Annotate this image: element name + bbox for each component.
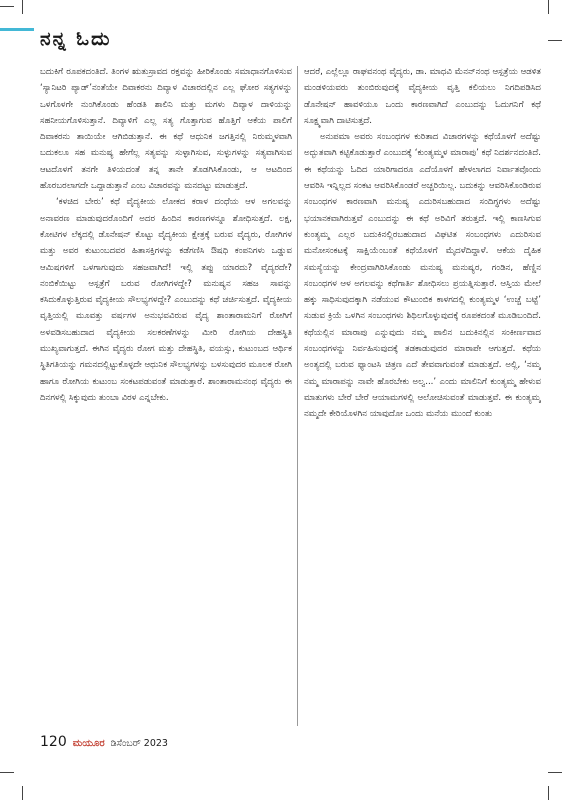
crop-mark [0, 6, 14, 7]
paragraph: ಆದರೆ, ಎಲ್ಲೆಲ್ಲೂ ರಾಘವನಂಥ ವೈದ್ಯರು, ಡಾ. ಮಾಧವಿ ಮೆನನ್‌ನಂಥ ಆಸ್ಪತ್ರೆಯ ಆಡಳಿತ ಮಂಡಳಿಯವರು ತುಂಬಿರುವುದಕ್ಕೆ ವೈದ್ಯಕೀಯ ವೃತ್ತಿ ಕಲಿಯಲು ನಿಗದಿಪಡಿಸಿದ ಡೊನೇಷನ್ ಹಾವಳಿಯೂ ಒಂದು ಕಾರಣವಾಗಿದೆ ಎಂಬುದನ್ನು ಓದುಗನಿಗೆ ಕಥೆ ಸೂಕ್ಷ್ಮವಾಗಿ ದಾಟಿಸುತ್ತದೆ. [304, 67, 541, 126]
paragraph: ‘ಕಳಚಿದ ಬೇರು’ ಕಥೆ ವೈದ್ಯಕೀಯ ಲೋಕದ ಕರಾಳ ದಂಧೆಯ ಆಳ ಅಗಲವನ್ನು ಅನಾವರಣ ಮಾಡುವುದರೊಂದಿಗೆ ಅದರ ಹಿಂದಿನ ಕಾರಣಗಳನ್ನೂ ಶೋಧಿಸುತ್ತದೆ. ಲಕ್ಷ, ಕೋಟಿಗಳ ಲೆಕ್ಕದಲ್ಲಿ ಡೊನೇಷನ್ ಕೊಟ್ಟು ವೈದ್ಯಕೀಯ ಕ್ಷೇತ್ರಕ್ಕೆ ಬರುವ ವೈದ್ಯರು, ರೋಗಿಗಳ ಮತ್ತು ಅವರ ಕುಟುಂಬದವರ ಹಿತಾಸಕ್ತಿಗಳನ್ನು ಕಡೆಗಣಿಸಿ ಔಷಧಿ ಕಂಪನಿಗಳು ಒಡ್ಡುವ ಆಮಿಷಗಳಿಗೆ ಒಳಗಾಗುವುದು ಸಹಜವಾಗಿದೆ! ಇಲ್ಲಿ ತಪ್ಪು ಯಾರದು? ವೈದ್ಯರದೇ? ನಂಬಿಕೆಯಿಟ್ಟು ಆಸ್ಪತ್ರೆಗೆ ಬರುವ ರೋಗಿಗಳದ್ದೇ? ಮನುಷ್ಯನ ಸಹಜ ಸಾವನ್ನು ಕಸಿದುಕೊಳ್ಳುತ್ತಿರುವ ವೈದ್ಯಕೀಯ ಸೌಲಭ್ಯಗಳದ್ದೇ? ಎಂಬುದನ್ನು ಕಥೆ ಚರ್ಚಿಸುತ್ತದೆ. ವೈದ್ಯಕೀಯ ವೃತ್ತಿಯಲ್ಲಿ ಮೂವತ್ತು ವರ್ಷಗಳ ಅನುಭವವಿರುವ ವೈದ್ಯ ಶಾಂತಾರಾಮನಿಗೆ ರೋಗಿಗೆ ಅಳವಡಿಸಬಹುದಾದ ವೈದ್ಯಕೀಯ ಸಲಕರಣೆಗಳನ್ನು ಮೀರಿ ರೋಗಿಯ ದೇಹಸ್ಥಿತಿ ಮುಖ್ಯವಾಗುತ್ತದೆ. ಈಗಿನ ವೈದ್ಯರು ರೋಗ ಮತ್ತು ದೇಹಸ್ಥಿತಿ, ವಯಸ್ಸು, ಕುಟುಂಬದ ಆರ್ಥಿಕ ಸ್ಥಿತಿಗತಿಯನ್ನು ಗಮನದಲ್ಲಿಟ್ಟುಕೊಳ್ಳದೇ ಆಧುನಿಕ ಸೌಲಭ್ಯಗಳನ್ನು ಬಳಸುವುದರ ಮೂಲಕ ರೋಗಿ ಹಾಗೂ ರೋಗಿಯ ಕುಟುಂಬ ಸಂಕಟಪಡುವಂತೆ ಮಾಡುತ್ತಾರೆ. ಶಾಂತಾರಾಮನಂಥ ವೈದ್ಯರು ಈ ದಿನಗಳಲ್ಲಿ ಸಿಕ್ಕುವುದು ತುಂಬಾ ವಿರಳ ಎನ್ನಬೇಕು. [40, 197, 292, 403]
crop-mark [548, 0, 549, 14]
section-accent-bar [0, 28, 34, 31]
page-footer [40, 734, 168, 750]
article-left-column [40, 64, 292, 728]
crop-mark [548, 40, 562, 41]
crop-mark [0, 772, 14, 773]
paragraph: ಬದುಕಿಗೆ ರೂಪಕದಂತಿದೆ. ತಿಂಗಳ ಋತುಸ್ರಾವದ ರಕ್ತವನ್ನು ಹೀರಿಕೊಂಡು ಸಮಾಧಾನಗೊಳಿಸುವ ‘ಸ್ಯಾನಿಟರಿ ಪ್ಯಾಡ್’ನಂತೆಯೇ ದಿವಾಕರನು ದಿವ್ಯಾಳ ವಿಚಾರದಲ್ಲಿನ ಎಲ್ಲ ಘೋರ ಸತ್ಯಗಳನ್ನು ಒಳಗೊಳಗೇ ನುಂಗಿಕೊಂಡು ಹೆಂಡತಿ ಶಾಲಿನಿ ಮತ್ತು ಮಗಳು ದಿವ್ಯಾಳ ದಾಳಿಯನ್ನು ಸಹನೀಯಗೊಳಿಸುತ್ತಾನೆ. ದಿವ್ಯಾಳಿಗೆ ಎಲ್ಲ ಸತ್ಯ ಗೊತ್ತಾಗುವ ಹೊತ್ತಿಗೆ ಆಕೆಯ ಪಾಲಿಗೆ ದಿವಾಕರನು ತಾಯಿಯೇ ಆಗಿಬಿಡುತ್ತಾನೆ. ಈ ಕಥೆ ಆಧುನಿಕ ಜಗತ್ತಿನಲ್ಲಿ ನಿರುಮ್ಮಳವಾಗಿ ಬದುಕಲೂ ಸಹ ಮನುಷ್ಯ ಹೇಗೆಲ್ಲ ಸತ್ಯವನ್ನು ಸುಳ್ಳಾಗಿಸುವ, ಸುಳ್ಳುಗಳನ್ನು ಸತ್ಯವಾಗಿಸುವ ಆಟದೊಳಗೆ ತನಗೇ ತಿಳಿಯದಂತೆ ತನ್ನ ತಾನೇ ತೊಡಗಿಸಿಕೊಂಡು, ಆ ಆಟದಿಂದ ಹೊರಬರಲಾಗದೇ ಒದ್ದಾಡುತ್ತಾನೆ ಎಂಬ ವಿಚಾರವನ್ನು ಮನದಟ್ಟು ಮಾಡುತ್ತದೆ. [40, 67, 292, 192]
paragraph: ಅನುಪಮಾ ಅವರು ಸಂಬಂಧಗಳ ಕುರಿತಾದ ವಿಚಾರಗಳನ್ನು ಕಥೆಯೊಳಗೆ ಅದೆಷ್ಟು ಅದ್ಭುತವಾಗಿ ಕಟ್ಟಿಕೊಡುತ್ತಾರೆ ಎಂಬುದಕ್ಕೆ ‘ಕುಂತ್ಯಮ್ಮಳ ಮಾರಾಪು’ ಕಥೆ ನಿದರ್ಶನದಂತಿದೆ. ಈ ಕಥೆಯನ್ನು ಓದಿದ ಯಾರಿಗಾದರೂ ಎದೆಯೊಳಗೆ ಹೇಳಲಾಗದ ನಿರ್ವಾತವೊಂದು ಆವರಿಸಿ ಇನ್ನಿಲ್ಲದ ಸಂಕಟ ಆವರಿಸಿಕೊಂಡರೆ ಅಚ್ಚರಿಯಿಲ್ಲ. ಬದುಕನ್ನು ಆವರಿಸಿಕೊಂಡಿರುವ ಸಂಬಂಧಗಳ ಕಾರಣವಾಗಿ ಮನುಷ್ಯ ಎದುರಿಸಬಹುದಾದ ಸಂದಿಗ್ಧಗಳು ಅದೆಷ್ಟು ಭಯಾನಕವಾಗಿರುತ್ತವೆ ಎಂಬುದನ್ನು ಈ ಕಥೆ ಅರಿವಿಗೆ ತರುತ್ತದೆ. ಇಲ್ಲಿ ಕಾಣಸಿಗುವ ಕುಂತ್ಯಮ್ಮ ಎಲ್ಲರ ಬದುಕಿನಲ್ಲಿರಬಹುದಾದ ವಿಘಟಿತ ಸಂಬಂಧಗಳು ಎದುರಿಸುವ ಮನೋಸಂಕಟಕ್ಕೆ ಸಾಕ್ಷಿಯೆಂಬಂತೆ ಕಥೆಯೊಳಗೆ ಮೈದಳೆದಿದ್ದಾಳೆ. ಆಕೆಯ ದೈಹಿಕ ಸಮಸ್ಯೆಯನ್ನು ಕೇಂದ್ರವಾಗಿರಿಸಿಕೊಂಡು ಮನುಷ್ಯ ಮನುಷ್ಯರ, ಗಂಡಿನ, ಹೆಣ್ಣಿನ ಸಂಬಂಧಗಳ ಆಳ ಅಗಲವನ್ನು ಕಥೆಗಾರ್ತಿ ಶೋಧಿಸಲು ಪ್ರಯತ್ನಿಸುತ್ತಾರೆ. ಆಸ್ತಿಯ ಮೇಲೆ ಹಕ್ಕು ಸಾಧಿಸುವುದಕ್ಕಾಗಿ ನಡೆಯುವ ಕೌಟುಂಬಿಕ ಕಾಳಗದಲ್ಲಿ ಕುಂತ್ಯಮ್ಮಳ ‘ಉಚ್ಚೆ ಬಟ್ಟೆ’ ಸುಡುವ ಕ್ರಿಯೆ ಒಳಗಿನ ಸಂಬಂಧಗಳು ಶಿಥಿಲಗೊಳ್ಳುವುದಕ್ಕೆ ರೂಪಕದಂತೆ ಮೂಡಿಬಂದಿದೆ. ಕಥೆಯಲ್ಲಿನ ಮಾರಾಪು ಎನ್ನುವುದು ನಮ್ಮ ಪಾಲಿನ ಬದುಕಿನಲ್ಲಿನ ಸಂಕೀರ್ಣವಾದ ಸಂಬಂಧಗಳನ್ನು ನಿರ್ವಹಿಸುವುದಕ್ಕೆ ತಡಕಾಡುವುದರ ಮಾರಾಪೇ ಆಗುತ್ತದೆ. ಕಥೆಯ ಅಂತ್ಯದಲ್ಲಿ ಬರುವ ಫ್ಯಾಂಟಸಿ ಚಿತ್ರಣ ಎದೆ ತೇವವಾಗುವಂತೆ ಮಾಡುತ್ತದೆ. ಅಲ್ಲಿ, ‘ನಮ್ಮ ನಮ್ಮ ಮಾರಾಪನ್ನು ನಾವೇ ಹೊರಬೇಕು ಅಲ್ವ...’ ಎಂದು ಮಾಲಿನಿಗೆ ಕುಂತ್ಯಮ್ಮ ಹೇಳುವ ಮಾತುಗಳು ಬೇರೆ ಬೇರೆ ಆಯಾಮಗಳಲ್ಲಿ ಆಲೋಚಿಸುವಂತೆ ಮಾಡುತ್ತವೆ. ಈ ಕುಂತ್ಯಮ್ಮ ನಮ್ಮದೇ ಕೇರಿಯೊಳಗಿನ ಯಾವುದೋ ಒಂದು ಮನೆಯ ಮುಂದೆ ಕುಂತು [304, 132, 541, 420]
article-right-column [304, 64, 541, 728]
issue-date: ಡಿಸೆಂಬರ್ 2023 [110, 738, 168, 749]
section-title: ನನ್ನ ಓದು [40, 28, 112, 50]
page-number: 120 [40, 734, 67, 750]
crop-mark [548, 786, 549, 800]
magazine-name: ಮಯೂರ [72, 738, 105, 749]
crop-mark [22, 786, 23, 800]
column-divider [297, 66, 298, 726]
crop-mark [548, 772, 562, 773]
crop-mark [22, 0, 23, 14]
